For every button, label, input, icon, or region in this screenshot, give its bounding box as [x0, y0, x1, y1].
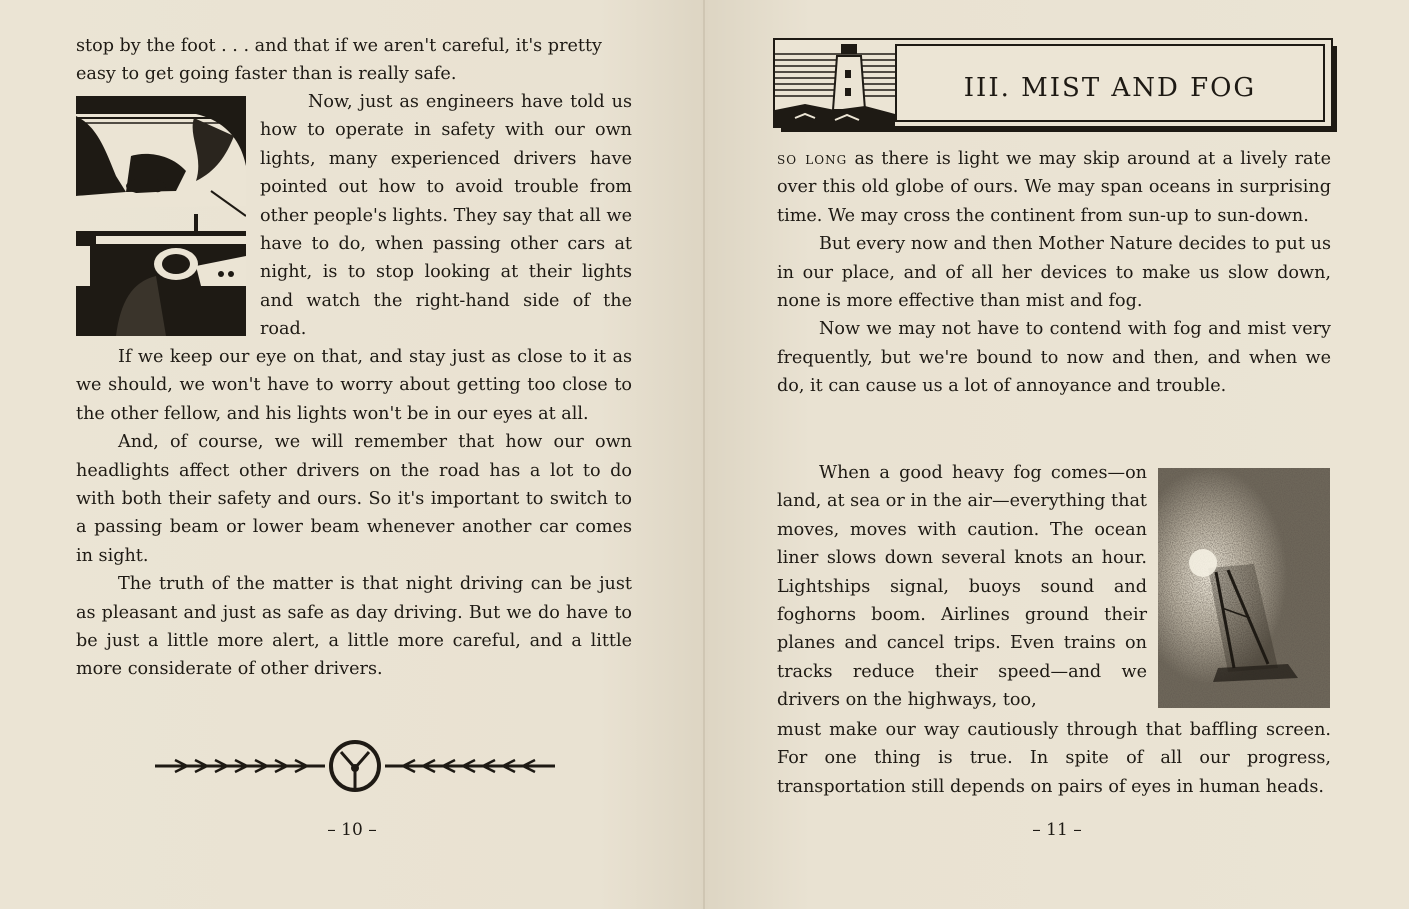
right-tail-text: must make our way cautiously through that baffling screen. For one thing is true. In spite of all our progress, transportation still depends on pairs of eyes in human heads. [777, 720, 1331, 797]
right-page-number: – 11 – [1032, 820, 1082, 840]
opening-rest: as there is light we may skip around at a lively rate over this old globe of ours. We may span oceans in surprising time. We may cross the continent from sun-up to sun-down. [777, 149, 1331, 226]
right-body [777, 145, 1331, 401]
right-paragraph-1: But every now and then Mother Nature decides to put us in our place, and of all her devices to make us slow down, none is more effective than mist and fog. [777, 234, 1331, 312]
left-paragraph-2: And, of course, we will remember that how our own headlights affect other drivers on the road has a lot to do with both their safety and ours. So it's important to switch to a passing beam or lower beam whenever another car comes in sight. [76, 432, 632, 566]
right-wrap-paragraph [777, 459, 1147, 715]
left-body [76, 343, 632, 684]
left-paragraph-1: If we keep our eye on that, and stay just as close to it as we should, we won't have to worry about getting too close to the other fellow, and his lights won't be in our eyes at all. [76, 347, 632, 424]
steering-wheel-ornament [155, 738, 555, 794]
right-paragraph-2: Now we may not have to contend with fog and mist very frequently, but we're bound to now and then, and when we do, it can cause us a lot of annoyance and trouble. [777, 319, 1331, 397]
lighthouse-icon [775, 40, 895, 126]
lead-smallcaps: so long [777, 149, 848, 169]
right-opening-paragraph [777, 145, 1331, 230]
chapter-header [773, 38, 1335, 132]
left-paragraph-3: The truth of the matter is that night driving can be just as pleasant and just as safe as day driving. But we do have to be just a little more alert, a little more careful, and a little more considerate of other drivers. [76, 574, 632, 680]
left-opening-text: stop by the foot . . . and that if we aren't careful, it's pretty easy to get going faster than is really safe. [76, 36, 602, 85]
left-wrap-text: Now, just as engineers have told us how to operate in safety with our own lights, many experienced drivers have pointed out how to avoid trouble from other people's lights. They say that all we have to do, when passing other cars at night, is to stop looking at their lights and watch the right-hand side of the road. [260, 92, 632, 340]
night-driving-illustration [76, 96, 246, 336]
chapter-title: III. MIST AND FOG [963, 73, 1257, 103]
fog-lighthouse-illustration [1158, 468, 1330, 708]
right-tail-paragraph [777, 716, 1331, 801]
left-wrap-paragraph [260, 88, 632, 344]
chapter-title-box [895, 44, 1325, 122]
right-wrap-text: When a good heavy fog comes—on land, at sea or in the air—everything that moves, moves with caution. The ocean liner slows down several knots an hour. Lightships signal, buoys sound and foghorns boom. Airlines ground their planes and cancel trips. Even trains on tracks reduce their speed—and we drivers on the highways, too, [777, 463, 1147, 711]
left-page-number: – 10 – [327, 820, 377, 840]
